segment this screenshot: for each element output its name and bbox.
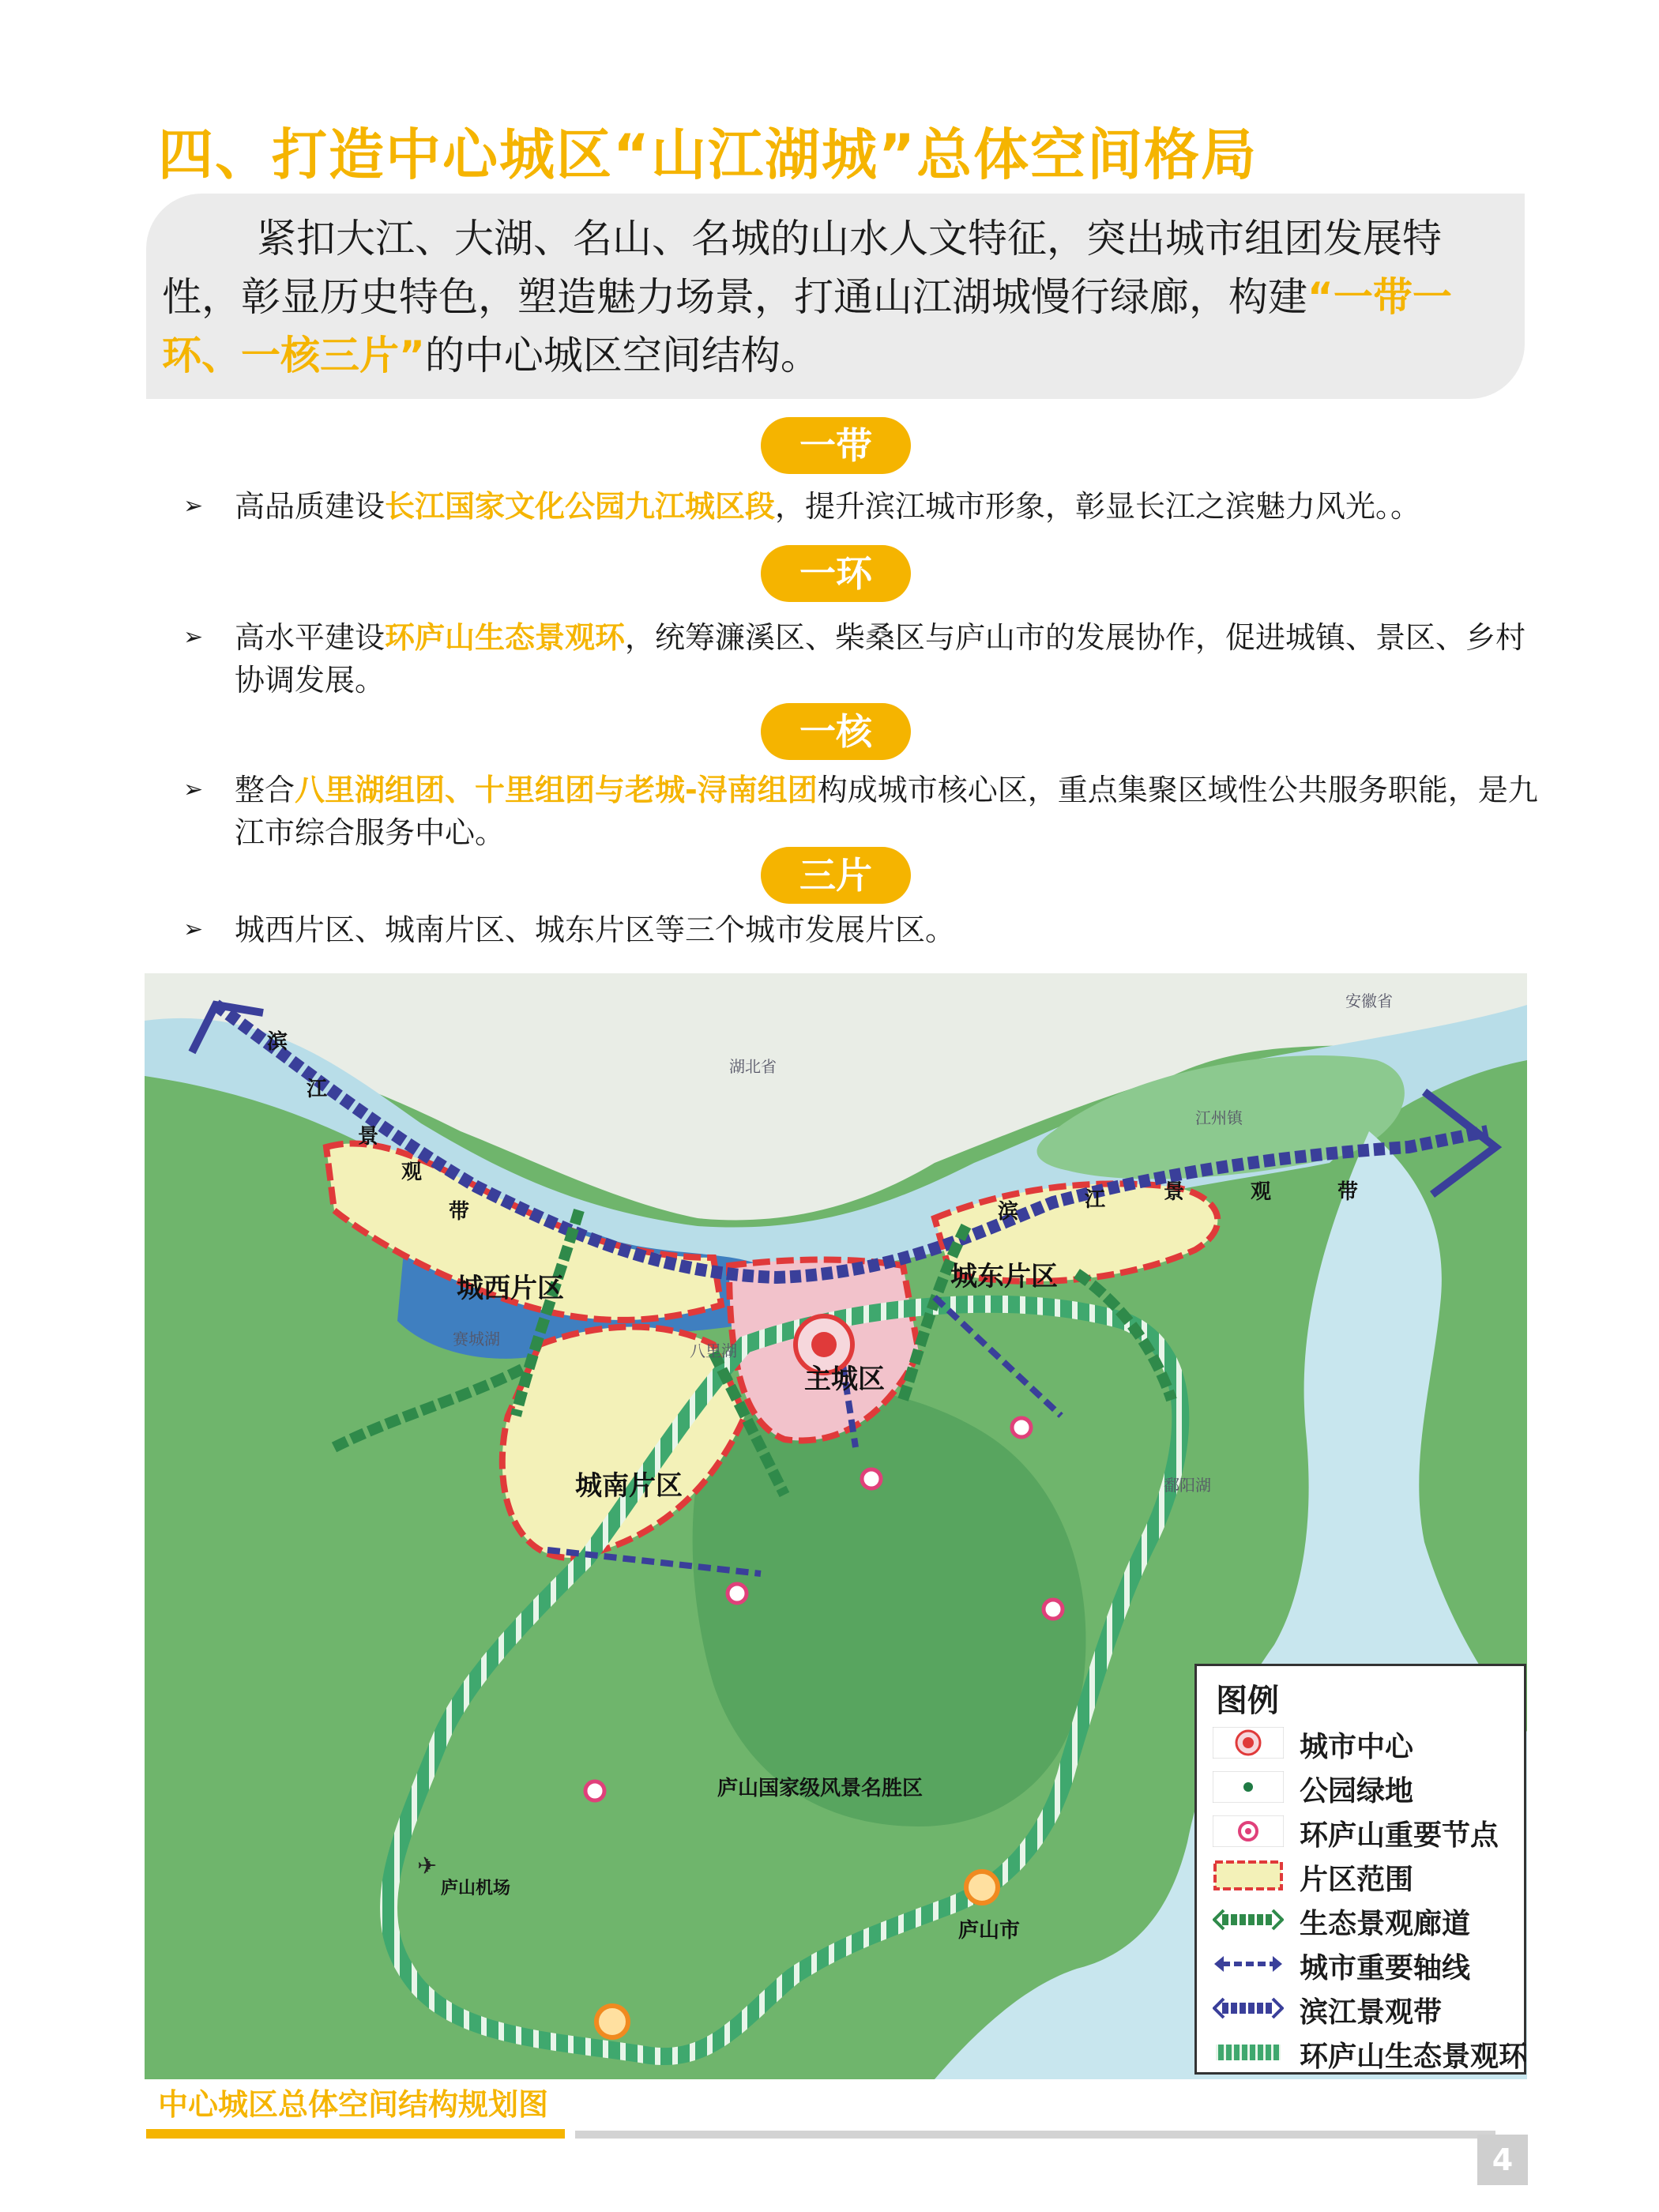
section-tag-sanpian: 三片 [761, 847, 911, 904]
legend-label: 片区范围 [1300, 1864, 1414, 1896]
arrow-right-icon: ➢ [183, 776, 204, 803]
section-tag-yihe: 一核 [761, 703, 911, 760]
arrow-right-icon: ➢ [183, 492, 204, 520]
map-legend [1194, 1664, 1526, 2075]
map-label-jiangzhou: 江州镇 [1195, 1108, 1243, 1127]
legend-label: 城市重要轴线 [1300, 1952, 1471, 1984]
bullet-text: ，提升滨江城市形象，彰显长江之滨魅力风光。。 [775, 489, 1421, 524]
legend-label: 公园绿地 [1300, 1775, 1414, 1808]
intro-box [146, 194, 1525, 399]
section-bullet-sanpian [183, 908, 1542, 951]
map-label-saicheng: 赛城湖 [453, 1330, 500, 1349]
map-label-airport: 庐山机场 [441, 1879, 511, 1898]
band-char: 观 [1251, 1180, 1272, 1204]
arrow-right-icon: ➢ [183, 916, 204, 943]
band-char: 观 [401, 1161, 423, 1184]
map-label-main: 主城区 [804, 1364, 885, 1395]
map-label-anhui: 安徽省 [1345, 991, 1393, 1010]
node-ring-icon [1213, 1815, 1284, 1847]
legend-label: 环庐山生态景观环 [1300, 2041, 1528, 2073]
node-south-west [596, 2006, 628, 2037]
bullet-text: 构成城市核心区，重点集聚区域性公共服务职能，是九江市综合服务中心。 [235, 773, 1538, 850]
intro-text-2: 的中心城区空间结构。 [424, 333, 820, 378]
park-dot-icon [1213, 1771, 1284, 1803]
map-caption: 中心城区总体空间结构规划图 [158, 2087, 549, 2122]
legend-item [1213, 1811, 1521, 1851]
legend-item [1213, 1767, 1521, 1807]
map-label-lushan-area: 庐山国家级风景名胜区 [717, 1777, 924, 1800]
arrow-right-icon: ➢ [183, 623, 204, 651]
map-label-south: 城南片区 [575, 1470, 683, 1502]
bullet-text: 整合 [235, 773, 295, 807]
section-tag-yidai: 一带 [761, 417, 911, 474]
node-main-south [862, 1469, 881, 1488]
node-lake [1044, 1600, 1063, 1619]
page-title: 四、打造中心城区“山江湖城”总体空间格局 [158, 122, 1258, 187]
bullet-highlight: 环庐山生态景观环 [385, 620, 626, 655]
bullet-text: 城西片区、城南片区、城东片区等三个城市发展片区。 [235, 912, 956, 947]
caption-underline [146, 2129, 565, 2139]
map-label-west: 城西片区 [457, 1273, 564, 1304]
legend-item [1213, 1856, 1521, 1895]
node-east [1012, 1418, 1031, 1437]
section-bullet-yihe [183, 769, 1542, 854]
map-label-bali: 八里湖 [690, 1341, 737, 1360]
legend-item [1213, 1944, 1521, 1984]
intro-paragraph [162, 209, 1501, 385]
bullet-text: ，统筹濂溪区、柴桑区与庐山市的发展协作，促进城镇、景区、乡村协调发展。 [235, 620, 1526, 698]
band-char: 景 [358, 1125, 379, 1149]
riverside-band-icon [1213, 1992, 1284, 2024]
bullet-highlight: 长江国家文化公园九江城区段 [385, 489, 776, 524]
band-char: 江 [307, 1078, 328, 1101]
band-char: 带 [1337, 1180, 1359, 1204]
city-axis-icon [1213, 1948, 1284, 1980]
legend-item [1213, 1723, 1521, 1762]
band-char: 江 [1085, 1188, 1106, 1212]
map-label-east: 城东片区 [950, 1261, 1058, 1292]
district-outline-icon [1213, 1860, 1284, 1891]
bullet-text: 高水平建设 [235, 620, 386, 655]
airplane-icon: ✈ [417, 1853, 438, 1880]
section-bullet-yihuan [183, 616, 1542, 702]
legend-label: 城市中心 [1300, 1731, 1414, 1763]
node-lushan-city [966, 1872, 998, 1903]
intro-highlight: “一带一环、一核三片” [162, 274, 1452, 378]
map-label-poyang: 鄱阳湖 [1164, 1476, 1211, 1495]
band-char: 带 [449, 1200, 470, 1224]
band-char: 景 [1164, 1180, 1185, 1204]
section-bullet-yidai [183, 485, 1542, 528]
node-south [728, 1584, 747, 1603]
legend-title: 图例 [1216, 1683, 1279, 1719]
legend-label: 滨江景观带 [1300, 1996, 1443, 2029]
lushan-ring-icon [1213, 2037, 1284, 2068]
legend-item [1213, 1988, 1521, 2028]
page-number: 4 [1477, 2135, 1528, 2185]
caption-rule [575, 2131, 1495, 2139]
city-center-icon [1213, 1727, 1284, 1759]
intro-text-1: 紧扣大江、大湖、名山、名城的山水人文特征，突出城市组团发展特性，彰显历史特色，塑造魅力场景，打通山江湖城慢行绿廊，构建 [162, 216, 1442, 320]
city-center-core [811, 1332, 837, 1357]
legend-item [1213, 1900, 1521, 1939]
map-label-hubei: 湖北省 [729, 1057, 777, 1076]
section-tag-yihuan: 一环 [761, 545, 911, 602]
legend-label: 环庐山重要节点 [1300, 1819, 1499, 1852]
bullet-highlight: 八里湖组团、十里组团与老城-浔南组团 [295, 773, 818, 807]
band-char: 滨 [998, 1200, 1019, 1224]
band-char: 滨 [267, 1030, 288, 1054]
map-label-lushan-city: 庐山市 [958, 1919, 1021, 1943]
legend-item [1213, 2033, 1528, 2073]
node-west [585, 1781, 604, 1800]
legend-label: 生态景观廊道 [1300, 1908, 1471, 1940]
bullet-text: 高品质建设 [235, 489, 386, 524]
eco-corridor-icon [1213, 1904, 1284, 1936]
